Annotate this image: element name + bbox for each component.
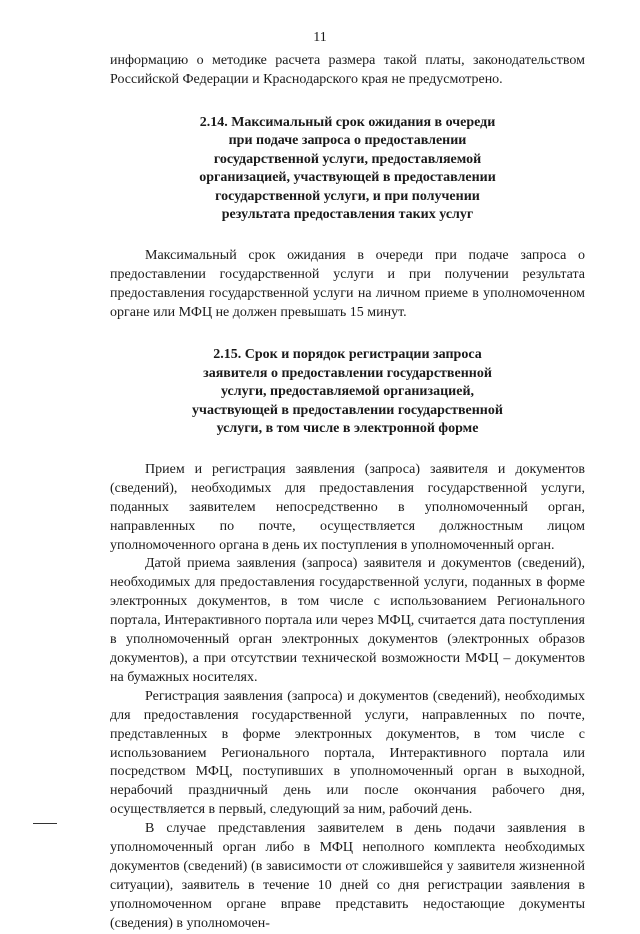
section-2-15-heading (110, 346, 585, 439)
section-2-14-paragraph: Максимальный срок ожидания в очереди при подаче запроса о предоставлении государственной услуги и при получении результата предоставления государственной услуги на личном приеме в уполномоченном органе или МФЦ не должен превышать 15 минут. (110, 247, 585, 320)
heading-line: участвующей в предоставлении государственной (192, 402, 503, 418)
intro-paragraph: информацию о методике расчета размера такой платы, законодательством Российской Федерации и Краснодарского края не предусмотрено. (110, 53, 585, 87)
footer-rule (33, 823, 57, 824)
section-2-15-paragraph: Регистрация заявления (запроса) и документов (сведений), необходимых для предоставления государственной услуги, направленных по почте, представленных в форме электронных документов, в том числе с использованием Регионального портала, Интерактивного портала или посредством МФЦ, поступивших в уполномоченный орган в выходной, нерабочий праздничный день или после окончания рабочего дня, осуществляется в первый, следующий за ним, рабочий день. (110, 688, 585, 818)
section-2-15-paragraph: В случае представления заявителем в день подачи заявления в уполномоченный орган либо в МФЦ неполного комплекта необходимых документов (сведений) (в зависимости от сложившейся у заявителя жизненной ситуации), заявитель в течение 10 дней со дня регистрации заявления в уполномоченном органе вправе представить недостающие документы (сведения) в уполномочен- (110, 821, 585, 931)
heading-line: услуги, предоставляемой организацией, (220, 384, 475, 400)
heading-line: 2.14. Максимальный срок ожидания в очереди (199, 114, 496, 130)
page-number: 11 (313, 30, 327, 45)
heading-line: государственной услуги, предоставляемой (213, 151, 482, 167)
heading-line: услуги, в том числе в электронной форме (216, 421, 479, 437)
document-body (110, 52, 585, 934)
heading-line: организацией, участвующей в предоставлении (199, 170, 496, 186)
heading-line: результата предоставления таких услуг (221, 207, 474, 223)
heading-line: заявителя о предоставлении государственной (203, 365, 492, 381)
heading-line: при подаче запроса о предоставлении (228, 133, 467, 149)
section-2-14-heading (110, 114, 585, 225)
section-2-15-paragraph: Прием и регистрация заявления (запроса) заявителя и документов (сведений), необходимых для предоставления государственной услуги, поданных заявителем непосредственно в уполномоченный орган, направленных по почте, осуществляется должностным лицом уполномоченного органа в день их поступления в уполномоченный орган. (110, 461, 585, 553)
heading-line: 2.15. Срок и порядок регистрации запроса (213, 347, 482, 363)
heading-line: государственной услуги, и при получении (215, 188, 480, 204)
section-2-15-paragraph: Датой приема заявления (запроса) заявителя и документов (сведений), необходимых для предоставления государственной услуги, поданных в форме электронных документов, в том числе с использованием Регионального портала, Интерактивного портала или через МФЦ, считается дата поступления в уполномоченный орган электронных документов (электронных образов документов), а при отсутствии технической возможности МФЦ – документов на бумажных носителях. (110, 556, 585, 685)
